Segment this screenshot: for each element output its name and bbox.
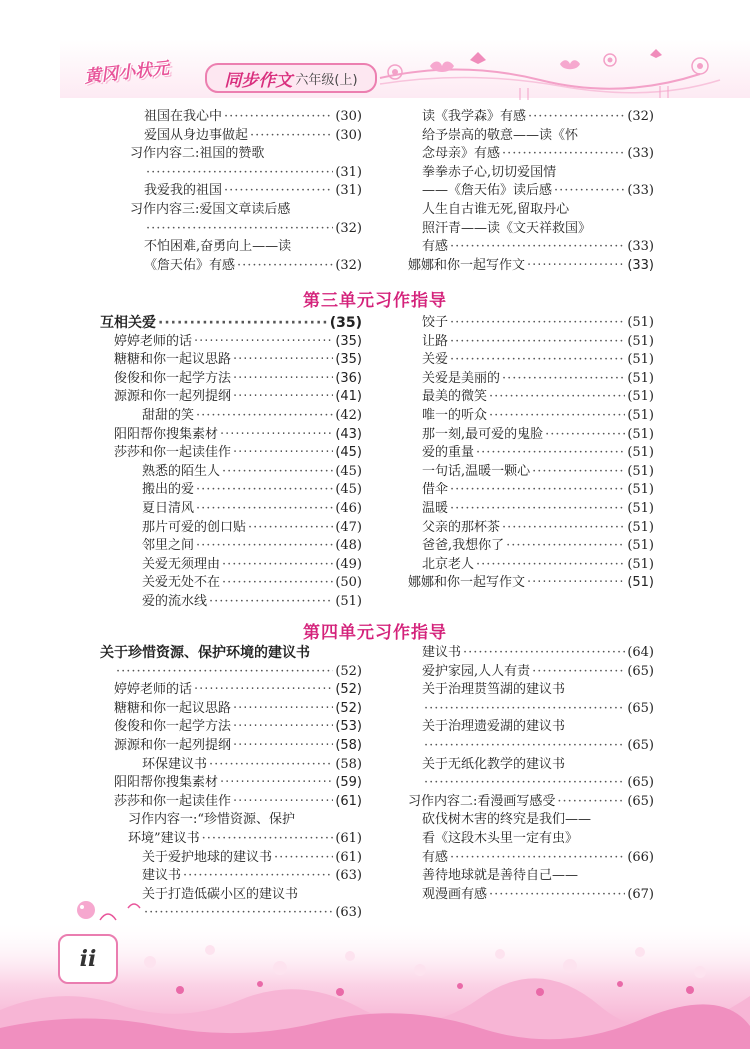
toc-entry[interactable]: 关于打造低碳小区的建议书 ····· (63) [100, 886, 362, 923]
unit3-heading: 第三单元习作指导 [303, 291, 447, 311]
page-number: ii [58, 934, 118, 984]
toc-entry[interactable]: 婷婷老师的话 ····· (35) [100, 333, 362, 352]
toc-entry[interactable]: 砍伐树木害的终究是我们—— 看《这段木头里一定有虫》 有感 ····· (66) [408, 811, 654, 867]
toc-entry[interactable]: 爸爸,我想你了 ····· (51) [408, 537, 654, 556]
book-title: 同步作文 [224, 70, 293, 91]
toc-entry[interactable]: 俊俊和你一起学方法 ····· (53) [100, 718, 362, 737]
toc-entry[interactable]: 关于治理贳筜湖的建议书 ····· (65) [408, 681, 654, 718]
toc-entry[interactable]: 搬出的爱 ····· (45) [100, 481, 362, 500]
toc-entry[interactable]: 莎莎和你一起读佳作 ····· (61) [100, 793, 362, 812]
toc-entry[interactable]: 父亲的那杯茶 ····· (51) [408, 519, 654, 538]
toc-entry[interactable]: 娜娜和你一起写作文 ····· (51) [408, 574, 654, 593]
toc-entry[interactable]: 关爱无须理由 ····· (49) [100, 556, 362, 575]
toc-entry[interactable]: 爱国从身边事做起 ····· (30) [130, 127, 362, 146]
toc-entry[interactable]: 阳阳帮你搜集素材 ····· (59) [100, 774, 362, 793]
toc-entry[interactable]: 关爱是美丽的 ····· (51) [408, 370, 654, 389]
toc-entry[interactable]: 关于无纸化教学的建议书 ····· (65) [408, 756, 654, 793]
toc-entry[interactable]: 读《我学森》有感 ····· (32) [408, 108, 654, 127]
toc-entry[interactable]: 源源和你一起列提纲 ····· (41) [100, 388, 362, 407]
toc-entry[interactable]: 建议书 ····· (64) [408, 644, 654, 663]
toc-entry[interactable]: 甜甜的笑 ····· (42) [100, 407, 362, 426]
toc-entry[interactable]: 那片可爱的创口贴 ····· (47) [100, 519, 362, 538]
toc-entry[interactable]: 最美的微笑 ····· (51) [408, 388, 654, 407]
toc-entry[interactable]: 习作内容二:看漫画写感受 ····· (65) [408, 793, 654, 812]
toc-entry[interactable]: 给予崇高的敬意——读《怀 念母亲》有感 ····· (33) [408, 127, 654, 164]
toc-entry[interactable]: 让路 ····· (51) [408, 333, 654, 352]
toc-unit3-left [100, 314, 362, 612]
toc-entry[interactable]: 娜娜和你一起写作文 ····· (33) [408, 257, 654, 276]
toc-entry[interactable]: 关爱 ····· (51) [408, 351, 654, 370]
toc-entry[interactable]: 爱的流水线 ····· (51) [100, 593, 362, 612]
toc-entry[interactable]: 关于治理遗爱湖的建议书 ····· (65) [408, 718, 654, 755]
toc-entry[interactable]: 不怕困难,奋勇向上——读 《詹天佑》有感 ····· (32) [130, 238, 362, 275]
page-footer [0, 880, 750, 1049]
toc-unit3-right [408, 314, 654, 593]
toc-entry[interactable]: 善待地球就是善待自己—— 观漫画有感 ····· (67) [408, 867, 654, 904]
toc-entry[interactable]: 习作内容三:爱国文章读后感 ····· (32) [130, 201, 362, 238]
toc-entry[interactable]: 关爱无处不在 ····· (50) [100, 574, 362, 593]
toc-entry[interactable]: 阳阳帮你搜集素材 ····· (43) [100, 426, 362, 445]
toc-entry[interactable]: 人生自古谁无死,留取丹心 照汗青——读《文天祥救国》 有感 ····· (33) [408, 201, 654, 257]
toc-entry[interactable]: 互相关爱 ····· (35) [100, 314, 362, 333]
page-header [0, 0, 750, 108]
toc-entry[interactable]: 习作内容一:“珍惜资源、保护 环境”建议书 ····· (61) [100, 811, 362, 848]
toc-entry[interactable]: 俊俊和你一起学方法 ····· (36) [100, 370, 362, 389]
header-decoration [0, 0, 750, 108]
toc-entry[interactable]: 祖国在我心中 ····· (30) [130, 108, 362, 127]
toc-entry[interactable]: 熟悉的陌生人 ····· (45) [100, 463, 362, 482]
toc-entry[interactable]: 温暖 ····· (51) [408, 500, 654, 519]
toc-entry[interactable]: 源源和你一起列提纲 ····· (58) [100, 737, 362, 756]
book-grade: 六年级(上) [295, 72, 358, 88]
toc-entry[interactable]: 邻里之间 ····· (48) [100, 537, 362, 556]
toc-entry[interactable]: 借伞 ····· (51) [408, 481, 654, 500]
toc-entry[interactable]: 婷婷老师的话 ····· (52) [100, 681, 362, 700]
toc-entry[interactable]: 糖糖和你一起议思路 ····· (35) [100, 351, 362, 370]
toc-unit4-right [408, 644, 654, 904]
book-title-bar [205, 63, 377, 93]
toc-entry[interactable]: 北京老人 ····· (51) [408, 556, 654, 575]
toc-entry[interactable]: 关于珍惜资源、保护环境的建议书 ····· (52) [100, 644, 362, 681]
toc-sec1-left [130, 108, 362, 275]
toc-sec1-right [408, 108, 654, 275]
toc-entry[interactable]: 爱护家园,人人有责 ····· (65) [408, 663, 654, 682]
toc-entry[interactable]: 一句话,温暖一颗心 ····· (51) [408, 463, 654, 482]
brand-logo: 黄冈小状元 [83, 58, 171, 88]
toc-entry[interactable]: 爱的重量 ····· (51) [408, 444, 654, 463]
toc-entry[interactable]: 关于爱护地球的建议书 ····· (61) [100, 849, 362, 868]
toc-entry[interactable]: 环保建议书 ····· (58) [100, 756, 362, 775]
toc-entry[interactable]: 拳拳赤子心,切切爱国情 ——《詹天佑》读后感 ····· (33) [408, 164, 654, 201]
toc-entry[interactable]: 莎莎和你一起读佳作 ····· (45) [100, 444, 362, 463]
toc-entry[interactable]: 建议书 ····· (63) [100, 867, 362, 886]
unit4-heading: 第四单元习作指导 [303, 623, 447, 643]
toc-entry[interactable]: 夏日清风 ····· (46) [100, 500, 362, 519]
toc-entry[interactable]: 那一刻,最可爱的鬼脸 ····· (51) [408, 426, 654, 445]
toc-entry[interactable]: 糖糖和你一起议思路 ····· (52) [100, 700, 362, 719]
toc-entry[interactable]: 饺子 ····· (51) [408, 314, 654, 333]
toc-entry[interactable]: 我爱我的祖国 ····· (31) [130, 182, 362, 201]
toc-entry[interactable]: 唯一的听众 ····· (51) [408, 407, 654, 426]
toc-entry[interactable]: 习作内容二:祖国的赞歌 ····· (31) [130, 145, 362, 182]
